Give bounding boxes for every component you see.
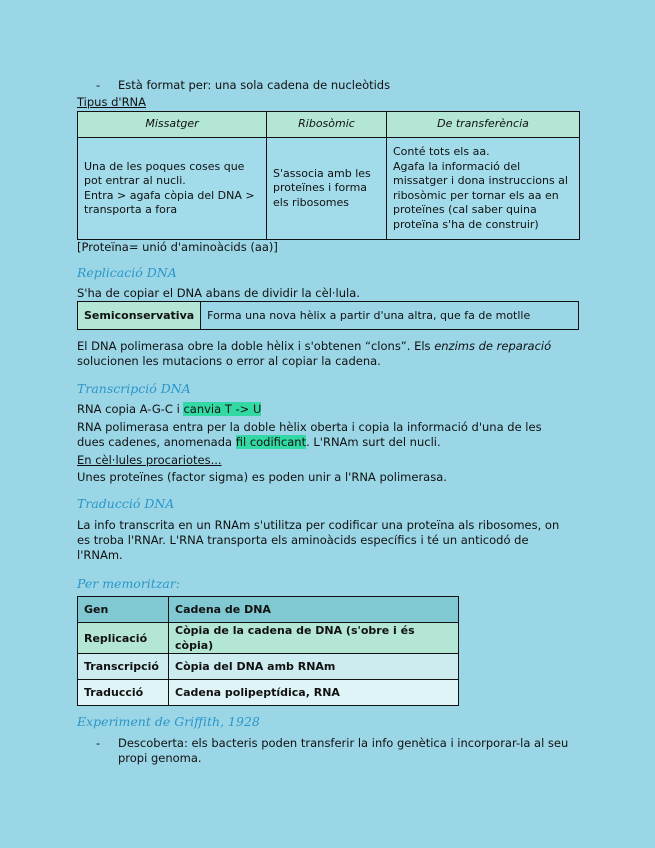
tipus-rna-label: Tipus d'RNA (77, 95, 147, 109)
intro-bullet (96, 78, 576, 93)
table-cell: Forma una nova hèlix a partir d'una altra, que fa de motlle (201, 302, 579, 330)
paragraph-text: RNA copia A-G-C i (77, 402, 184, 416)
table-row (78, 680, 459, 706)
table-row (78, 623, 459, 654)
table-cell: Una de les poques coses que pot entrar al nucli. Entra > agafa còpia del DNA > transporta a fora (78, 138, 267, 240)
section-heading-griffith: Experiment de Griffith, 1928 (77, 714, 260, 729)
section-heading-replicacio: Replicació DNA (77, 265, 177, 280)
traduccio-paragraph: La info transcrita en un RNAm s'utilitza per codificar una proteïna als ribosomes, on es troba l'RNAr. L'RNA transporta els aminoàcids específics i té un anticodó de l'RNAm. (77, 518, 560, 562)
table-cell: Semiconservativa (78, 302, 201, 330)
table-cell: Cadena polipeptídica, RNA (169, 680, 459, 706)
transcripcio-line-2 (77, 420, 557, 450)
table-row (78, 302, 579, 330)
bullet-dash: - (96, 78, 101, 92)
table-header-cell: Ribosòmic (267, 112, 387, 138)
intro-bullet-text: Està format per: una sola cadena de nucleòtids (118, 78, 391, 92)
rna-types-table (77, 111, 580, 240)
highlight-text: canvia T -> U (183, 402, 262, 416)
table-cell: S'associa amb les proteïnes i forma els ribosomes (267, 138, 387, 240)
table-cell: Replicació (78, 623, 169, 654)
table-cell: Cadena de DNA (169, 597, 459, 623)
paragraph-text: RNA polimerasa entra per la doble hèlix oberta i copia la informació d'una de les dues cadenes, anomenada (77, 420, 542, 449)
section-heading-transcripcio: Transcripció DNA (77, 381, 191, 396)
bullet-dash: - (96, 736, 101, 750)
table-row (78, 138, 580, 240)
highlight-text: fil codificant (235, 435, 307, 449)
paragraph-text: . L'RNAm surt del nucli. (306, 435, 441, 449)
section-heading-traduccio: Traducció DNA (77, 496, 175, 511)
memoritzar-table (77, 596, 459, 706)
semiconservativa-table (77, 301, 579, 330)
paragraph-text: solucionen les mutacions o error al copiar la cadena. (77, 354, 381, 368)
section-heading-memoritzar: Per memoritzar: (77, 576, 181, 591)
replicacio-paragraph (77, 339, 555, 369)
griffith-bullet (96, 736, 580, 766)
table-header-cell: Missatger (78, 112, 267, 138)
replicacio-line: S'ha de copiar el DNA abans de dividir la cèl·lula. (77, 286, 360, 300)
procariotes-label: En cèl·lules procariotes... (77, 453, 222, 467)
table-cell: Còpia de la cadena de DNA (s'obre i és còpia) (169, 623, 459, 654)
griffith-bullet-text: Descoberta: els bacteris poden transferir la info genètica i incorporar-la al seu propi genoma. (118, 736, 569, 765)
emphasis-text: enzims de reparació (434, 339, 552, 353)
table-cell: Còpia del DNA amb RNAm (169, 654, 459, 680)
table-row (78, 654, 459, 680)
table-header-row (78, 597, 459, 623)
transcripcio-line-4: Unes proteïnes (factor sigma) es poden unir a l'RNA polimerasa. (77, 470, 447, 484)
table-cell: Gen (78, 597, 169, 623)
table-cell: Transcripció (78, 654, 169, 680)
table-header-row (78, 112, 580, 138)
table-cell: Traducció (78, 680, 169, 706)
paragraph-text: El DNA polimerasa obre la doble hèlix i s'obtenen “clons”. Els (77, 339, 435, 353)
transcripcio-line-1 (77, 402, 577, 417)
table-header-cell: De transferència (387, 112, 580, 138)
table-cell: Conté tots els aa. Agafa la informació del missatger i dona instruccions al ribosòmic per tornar els aa en proteïnes (cal saber quina proteïna s'ha de construir) (387, 138, 580, 240)
protein-note: [Proteïna= unió d'aminoàcids (aa)] (77, 240, 278, 254)
